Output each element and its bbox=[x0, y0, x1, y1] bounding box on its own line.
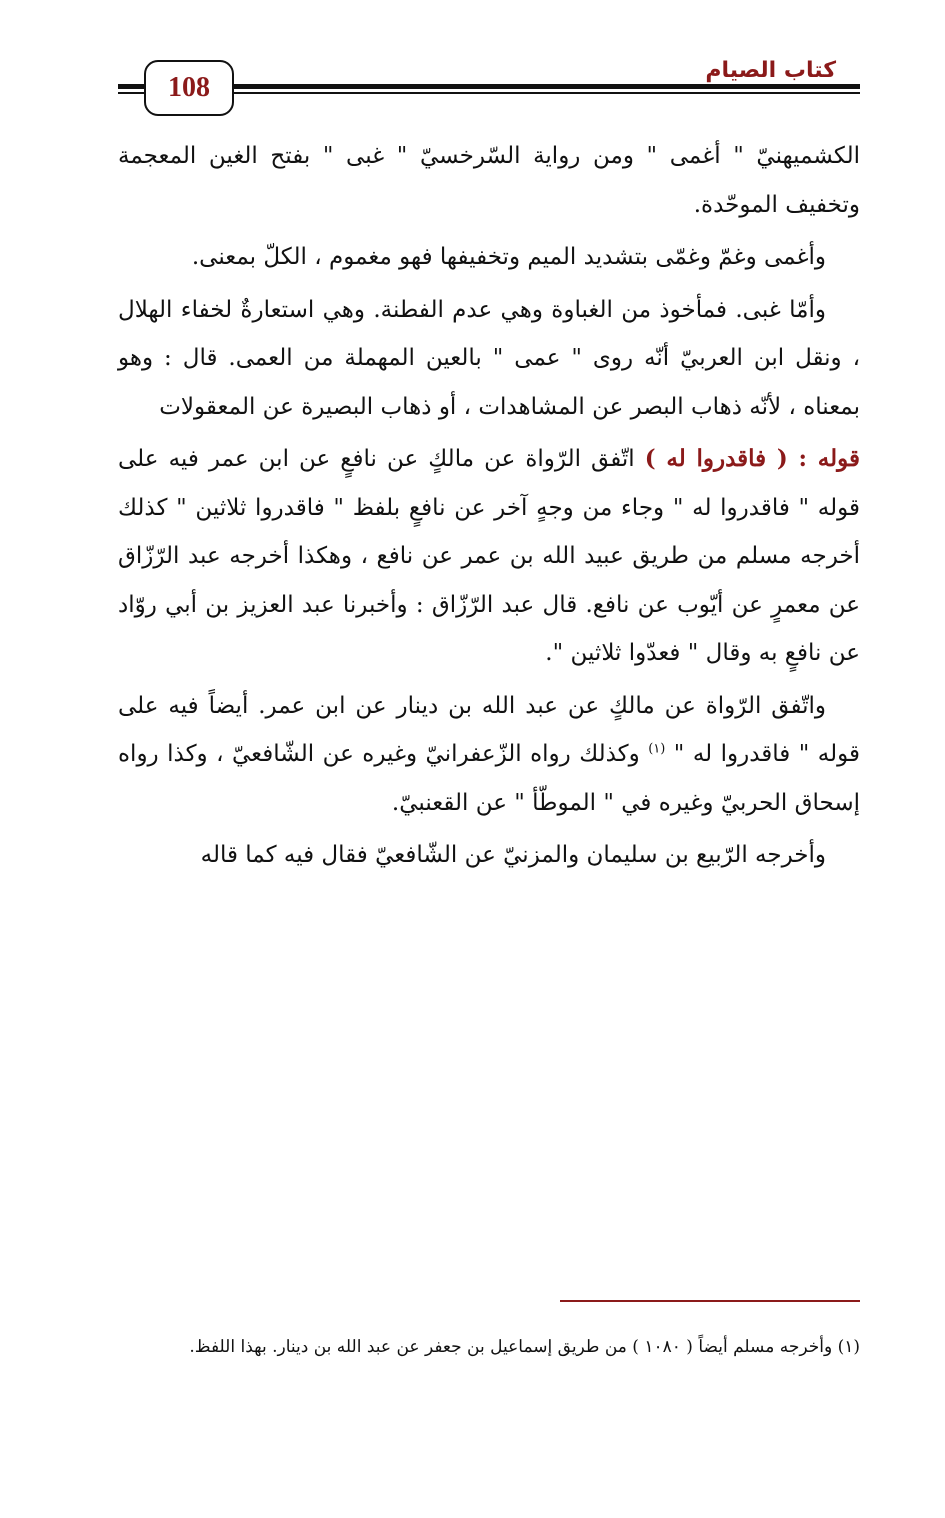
main-text bbox=[118, 132, 860, 884]
footnote-reference: (١) bbox=[648, 741, 666, 757]
book-title: كتاب الصيام bbox=[701, 58, 840, 84]
page-header bbox=[118, 58, 860, 122]
paragraph-text: واتّفق الرّواة عن مالكٍ عن عبد الله بن دينار عن ابن عمر. أيضاً فيه على قوله " فاقدروا له " bbox=[118, 692, 860, 767]
paragraph: الكشميهنيّ " أغمى " ومن رواية السّرخسيّ " غبى " بفتح الغين المعجمة وتخفيف الموحّدة. bbox=[118, 143, 860, 218]
paragraph bbox=[118, 435, 860, 678]
paragraph: وأغمى وغمّ وغمّى بتشديد الميم وتخفيفها فهو مغموم ، الكلّ بمعنى. bbox=[191, 244, 826, 270]
footnote-separator bbox=[560, 1300, 860, 1302]
paragraph-text: اتّفق الرّواة عن مالكٍ عن نافعٍ عن ابن عمر فيه على قوله " فاقدروا له " وجاء من وجهٍ آخر عن نافعٍ بلفظ " فاقدروا ثلاثين " كذلك أخرجه مسلم من طريق عبيد الله بن عمر عن نافع ، وهكذا أخرجه عبد الرّزّاق عن معمرٍ عن أيّوب عن نافع. قال عبد الرّزّاق : وأخبرنا عبد العزيز بن أبي روّاد عن نافعٍ به وقال " فعدّوا ثلاثين ". bbox=[118, 446, 860, 666]
paragraph-text: وكذلك رواه الزّعفرانيّ وغيره عن الشّافعيّ ، وكذا رواه إسحاق الحربيّ وغيره في " الموطّأ " عن القعنبيّ. bbox=[118, 741, 860, 816]
page-number-box bbox=[144, 60, 234, 116]
paragraph: وأمّا غبى. فمأخوذ من الغباوة وهي عدم الفطنة. وهي استعارةٌ لخفاء الهلال ، ونقل ابن العربيّ أنّه روى " عمى " بالعين المهملة من العمى. قال : وهو بمعناه ، لأنّه ذهاب البصر عن المشاهدات ، أو ذهاب البصيرة عن المعقولات bbox=[118, 296, 860, 420]
footnote: (١) وأخرجه مسلم أيضاً ( ١٠٨٠ ) من طريق إسماعيل بن جعفر عن عبد الله بن دينار. بهذا اللفظ. bbox=[189, 1337, 860, 1357]
paragraph bbox=[118, 682, 860, 828]
paragraph: وأخرجه الرّبيع بن سليمان والمزنيّ عن الشّافعيّ فقال فيه كما قاله bbox=[200, 842, 826, 868]
highlighted-heading: قوله : ( فاقدروا له ) bbox=[644, 445, 860, 472]
page-number: 108 bbox=[168, 72, 210, 103]
